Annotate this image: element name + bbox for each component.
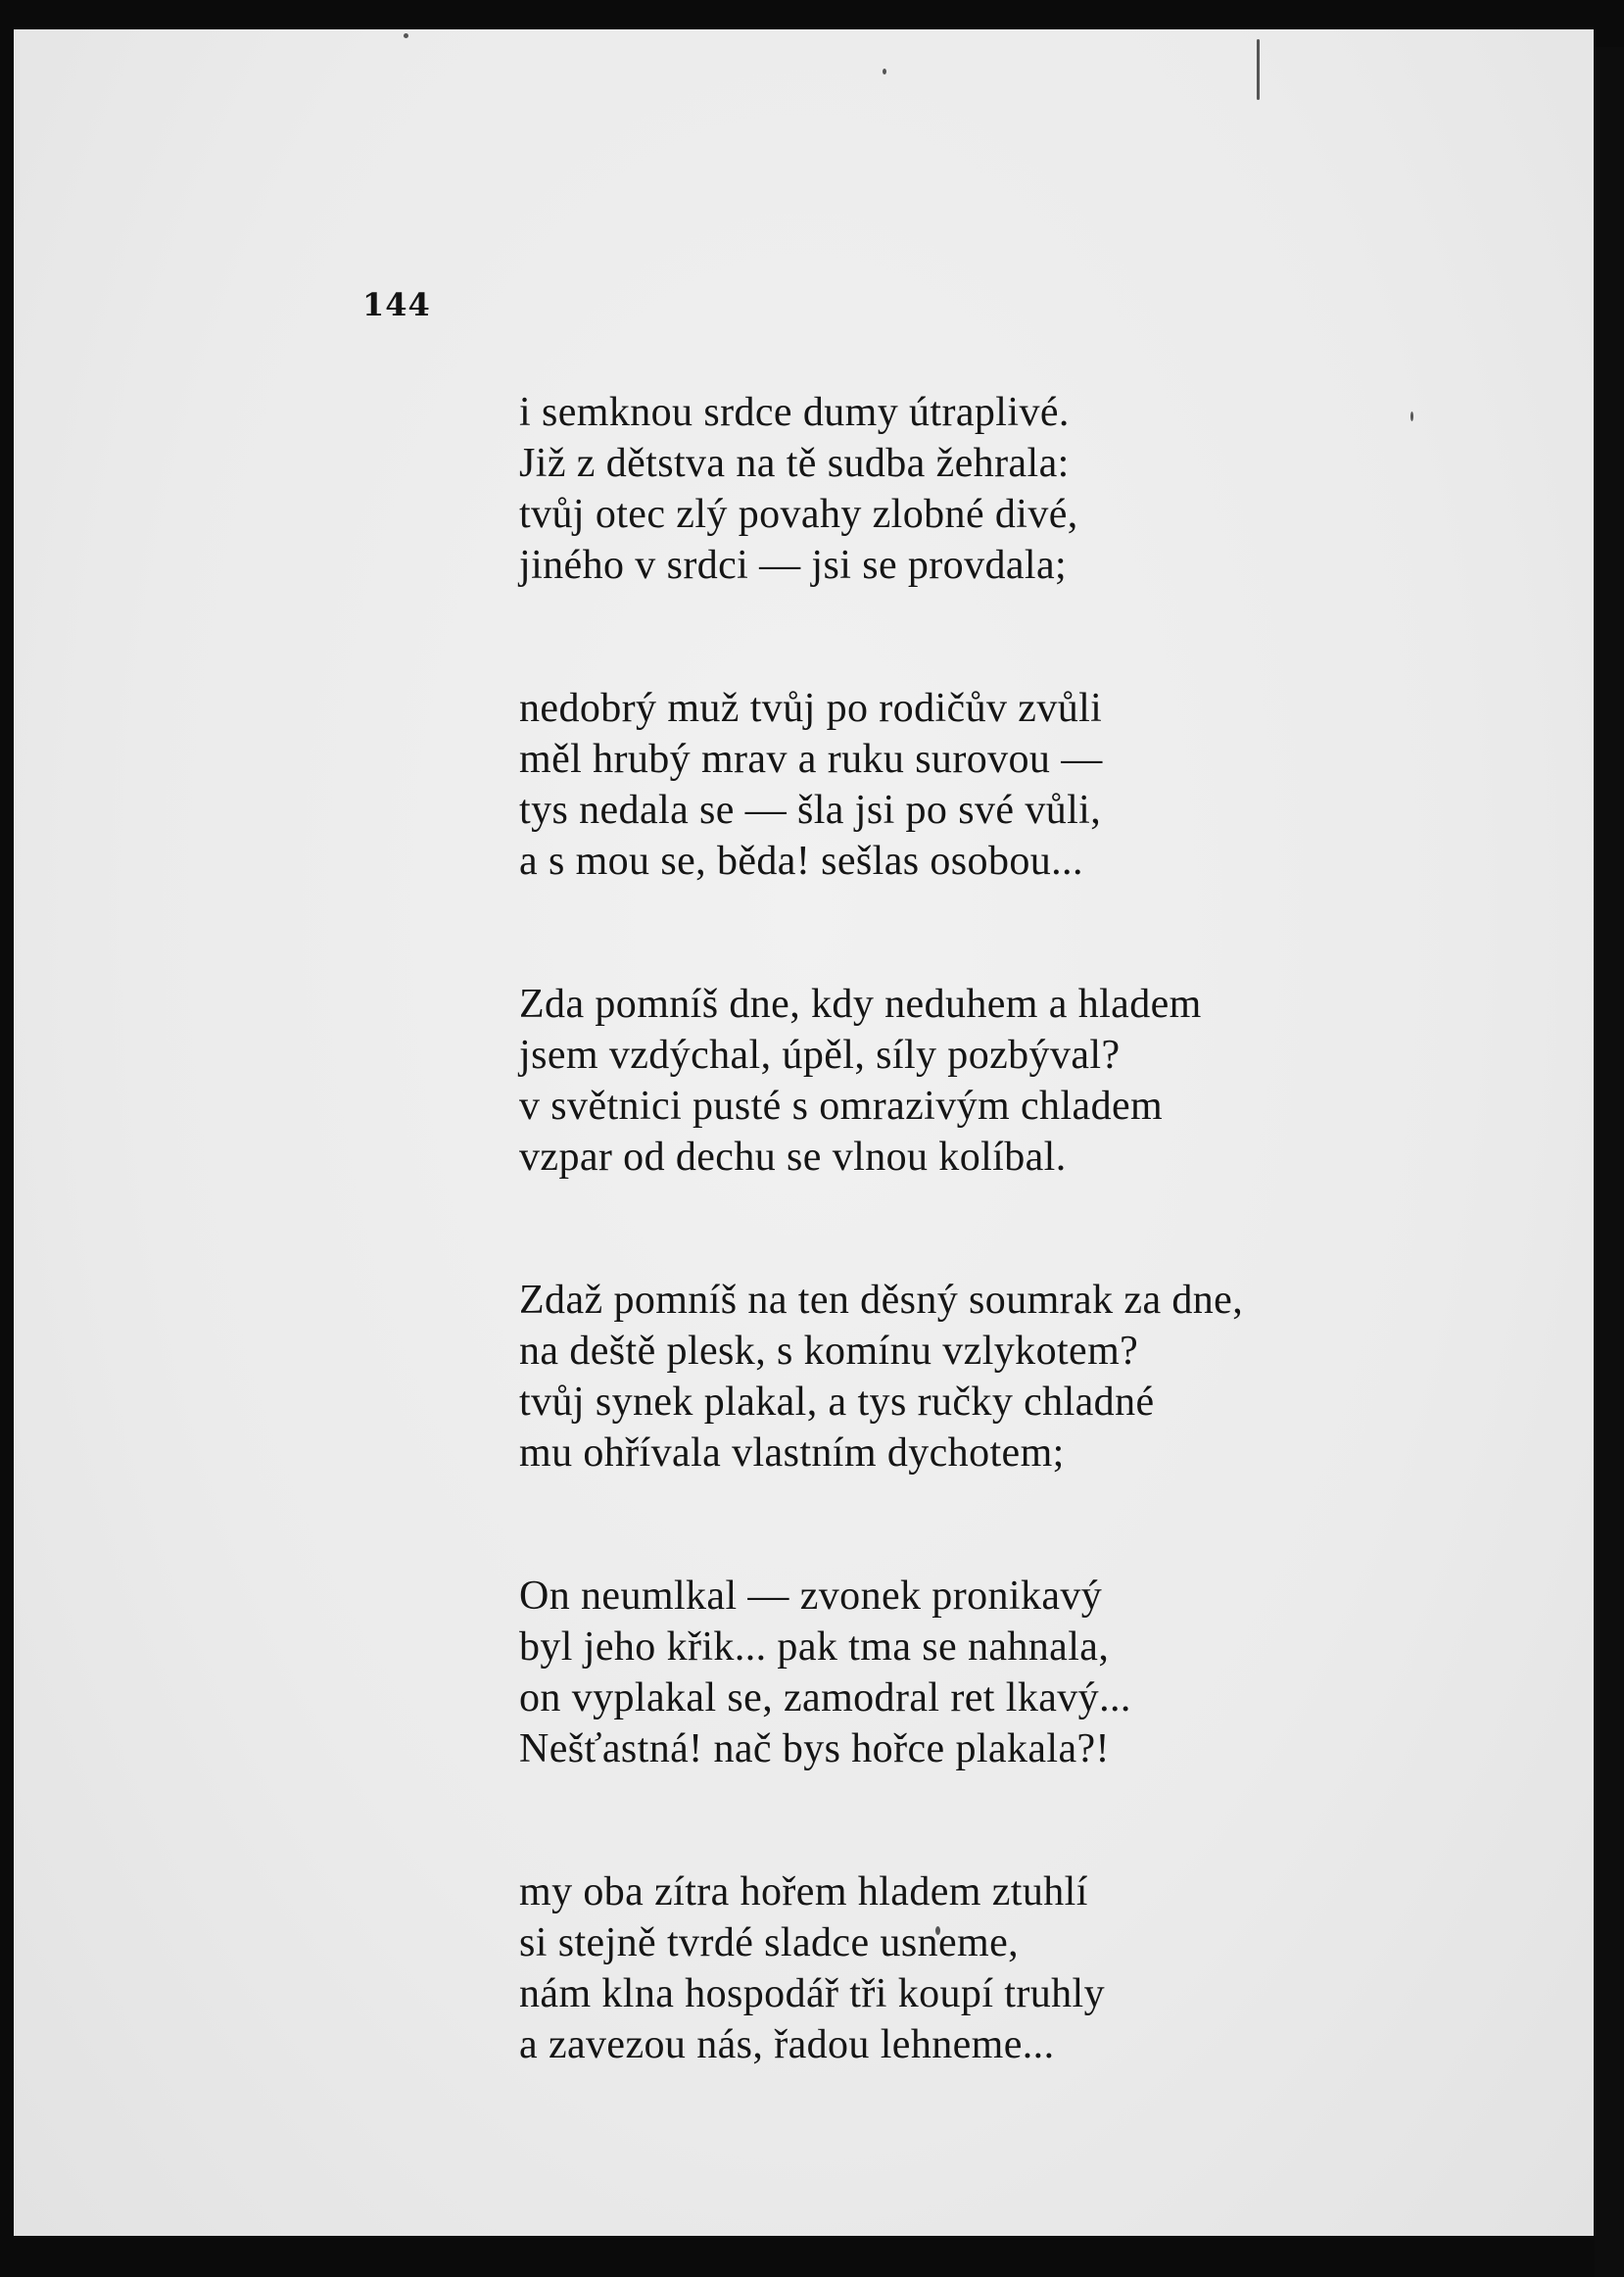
verse-line: tvůj otec zlý povahy zlobné divé, [519, 492, 1078, 537]
verse-line: jiného v srdci — jsi se provdala; [519, 543, 1068, 588]
verse-line: tys nedala se — šla jsi po své vůli, [519, 788, 1102, 833]
verse-line: jsem vzdýchal, úpěl, síly pozbýval? [519, 1033, 1121, 1078]
verse-line: on vyplakal se, zamodral ret lkavý... [519, 1675, 1131, 1720]
scan-right-border [1595, 47, 1624, 2277]
verse-line: a zavezou nás, řadou lehneme... [519, 2022, 1055, 2067]
verse-line: v světnici pusté s omrazivým chladem [519, 1084, 1164, 1129]
verse-line: si stejně tvrdé sladce usneme, [519, 1920, 1020, 1965]
verse-line: Již z dětstva na tě sudba žehrala: [519, 441, 1070, 486]
verse-line: byl jeho křik... pak tma se nahnala, [519, 1624, 1110, 1670]
page-number: 144 [362, 286, 431, 323]
verse-line: tvůj synek plakal, a tys ručky chladné [519, 1380, 1155, 1425]
verse-line: Zdaž pomníš na ten děsný soumrak za dne, [519, 1278, 1244, 1323]
verse-line: i semknou srdce dumy útraplivé. [519, 390, 1070, 435]
stanza [519, 1866, 1401, 2070]
scan-top-border [0, 0, 1624, 29]
poem [519, 387, 1401, 2162]
verse-line: a s mou se, běda! sešlas osobou... [519, 839, 1083, 884]
verse-line: vzpar od dechu se vlnou kolíbal. [519, 1135, 1067, 1180]
stanza [519, 979, 1401, 1183]
scan-speck [1257, 39, 1260, 100]
verse-line: nedobrý muž tvůj po rodičův zvůli [519, 686, 1103, 731]
stanza [519, 1571, 1401, 1774]
scan-speck [883, 69, 886, 74]
verse-line: my oba zítra hořem hladem ztuhlí [519, 1869, 1088, 1914]
scan-speck [404, 33, 408, 38]
verse-line: měl hrubý mrav a ruku surovou — [519, 737, 1103, 782]
stanza [519, 1275, 1401, 1478]
verse-line: Nešťastná! nač bys hořce plakala?! [519, 1726, 1110, 1771]
verse-line: On neumlkal — zvonek pronikavý [519, 1574, 1103, 1619]
verse-line: mu ohřívala vlastním dychotem; [519, 1430, 1065, 1476]
verse-line: na deště plesk, s komínu vzlykotem? [519, 1329, 1139, 1374]
stanza [519, 387, 1401, 591]
verse-line: nám klna hospodář tři koupí truhly [519, 1971, 1106, 2016]
verse-line: Zda pomníš dne, kdy neduhem a hladem [519, 982, 1202, 1027]
stanza [519, 683, 1401, 887]
scan-speck [1410, 412, 1413, 421]
